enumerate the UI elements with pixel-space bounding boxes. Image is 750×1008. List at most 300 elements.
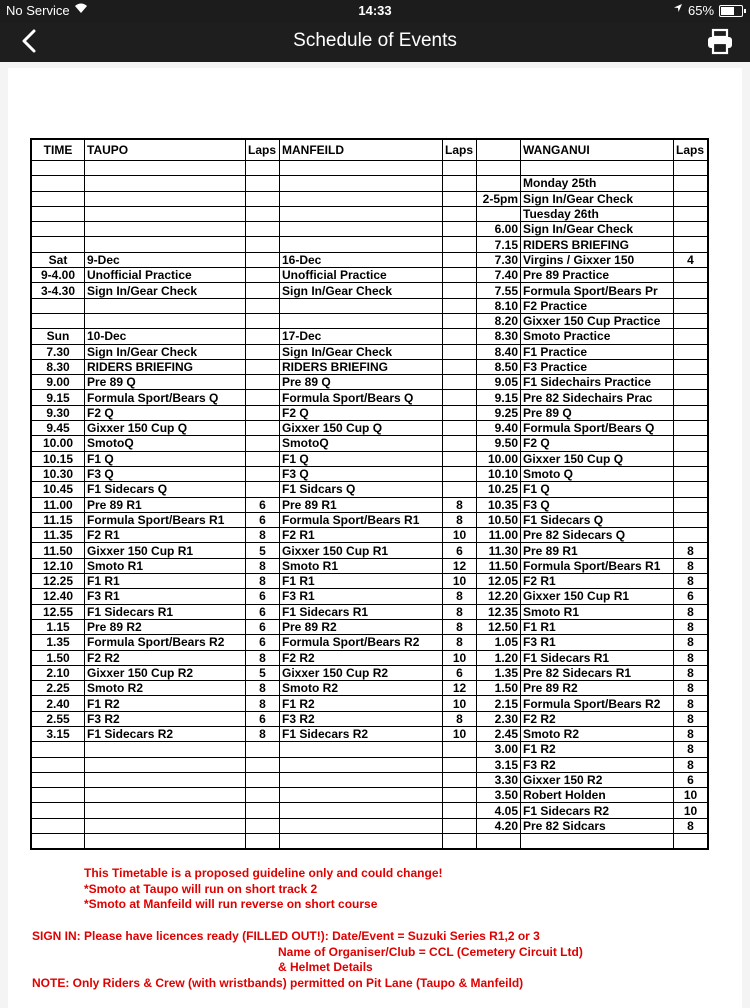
- cell-wanganui-time: 3.50: [477, 788, 521, 803]
- cell-wanganui-event: F3 Q: [521, 497, 674, 512]
- cell-wanganui-event: F2 R1: [521, 574, 674, 589]
- cell-taupo-event: Smoto R1: [85, 558, 246, 573]
- table-row: [31, 482, 708, 497]
- schedule-table: [30, 138, 709, 850]
- cell-wanganui-laps: [674, 161, 709, 176]
- table-row: [31, 558, 708, 573]
- cell-taupo-event: Formula Sport/Bears R2: [85, 635, 246, 650]
- cell-taupo-laps: 6: [246, 512, 280, 527]
- cell-manfeild-event: [280, 206, 443, 221]
- cell-wanganui-time: 10.35: [477, 497, 521, 512]
- cell-taupo-laps: [246, 268, 280, 283]
- cell-wanganui-laps: 8: [674, 543, 709, 558]
- cell-wanganui-time: 6.00: [477, 222, 521, 237]
- cell-taupo-laps: 6: [246, 589, 280, 604]
- cell-manfeild-laps: [443, 466, 477, 481]
- cell-taupo-laps: 8: [246, 574, 280, 589]
- cell-manfeild-event: F3 Q: [280, 466, 443, 481]
- cell-wanganui-time: 11.00: [477, 528, 521, 543]
- cell-manfeild-laps: [443, 268, 477, 283]
- cell-time: 10.15: [31, 451, 85, 466]
- cell-wanganui-laps: [674, 421, 709, 436]
- cell-wanganui-laps: [674, 436, 709, 451]
- cell-manfeild-event: [280, 788, 443, 803]
- table-row: [31, 161, 708, 176]
- cell-wanganui-laps: [674, 222, 709, 237]
- cell-wanganui-event: F1 Sidecars R2: [521, 803, 674, 818]
- cell-manfeild-laps: [443, 390, 477, 405]
- cell-wanganui-event: Sign In/Gear Check: [521, 191, 674, 206]
- cell-wanganui-event: F1 Sidecars R1: [521, 650, 674, 665]
- cell-taupo-event: Sign In/Gear Check: [85, 344, 246, 359]
- cell-wanganui-time: 9.50: [477, 436, 521, 451]
- cell-time: 3.15: [31, 726, 85, 741]
- cell-time: Sat: [31, 252, 85, 267]
- cell-wanganui-event: Gixxer 150 Cup R1: [521, 589, 674, 604]
- cell-wanganui-time: 2.15: [477, 696, 521, 711]
- cell-manfeild-laps: [443, 757, 477, 772]
- cell-time: 2.10: [31, 665, 85, 680]
- cell-taupo-event: F3 R2: [85, 711, 246, 726]
- cell-manfeild-laps: [443, 772, 477, 787]
- cell-wanganui-laps: 8: [674, 696, 709, 711]
- cell-wanganui-event: Pre 89 Q: [521, 405, 674, 420]
- cell-manfeild-event: [280, 298, 443, 313]
- header-taupo: TAUPO: [85, 139, 246, 161]
- cell-wanganui-laps: [674, 329, 709, 344]
- cell-wanganui-time: 9.25: [477, 405, 521, 420]
- header-wanganui: WANGANUI: [521, 139, 674, 161]
- cell-manfeild-laps: 10: [443, 528, 477, 543]
- cell-wanganui-laps: [674, 405, 709, 420]
- cell-time: [31, 298, 85, 313]
- cell-taupo-event: [85, 161, 246, 176]
- cell-wanganui-event: Formula Sport/Bears R2: [521, 696, 674, 711]
- cell-manfeild-laps: [443, 161, 477, 176]
- cell-manfeild-event: F2 R2: [280, 650, 443, 665]
- table-row: [31, 834, 708, 850]
- cell-manfeild-event: F1 Sidcars Q: [280, 482, 443, 497]
- cell-taupo-event: [85, 298, 246, 313]
- cell-taupo-laps: 5: [246, 665, 280, 680]
- cell-wanganui-time: 1.20: [477, 650, 521, 665]
- table-row: [31, 421, 708, 436]
- cell-manfeild-laps: [443, 482, 477, 497]
- cell-wanganui-event: Tuesday 26th: [521, 206, 674, 221]
- cell-time: 9-4.00: [31, 268, 85, 283]
- cell-taupo-laps: 5: [246, 543, 280, 558]
- cell-wanganui-time: 9.15: [477, 390, 521, 405]
- cell-time: 8.30: [31, 359, 85, 374]
- cell-wanganui-laps: 8: [674, 574, 709, 589]
- cell-time: [31, 757, 85, 772]
- cell-wanganui-time: 10.00: [477, 451, 521, 466]
- cell-wanganui-time: 1.50: [477, 681, 521, 696]
- cell-taupo-laps: [246, 206, 280, 221]
- cell-taupo-laps: 6: [246, 711, 280, 726]
- cell-wanganui-time: 8.20: [477, 313, 521, 328]
- cell-wanganui-laps: 10: [674, 803, 709, 818]
- cell-taupo-event: [85, 818, 246, 833]
- cell-wanganui-event: Gixxer 150 Cup Practice: [521, 313, 674, 328]
- cell-manfeild-event: F2 Q: [280, 405, 443, 420]
- cell-wanganui-laps: 8: [674, 818, 709, 833]
- cell-manfeild-laps: [443, 252, 477, 267]
- page-title: Schedule of Events: [293, 30, 457, 51]
- cell-taupo-laps: 8: [246, 528, 280, 543]
- location-arrow-icon: [673, 3, 683, 16]
- print-icon[interactable]: [705, 28, 735, 56]
- cell-manfeild-event: Formula Sport/Bears R2: [280, 635, 443, 650]
- cell-taupo-laps: [246, 436, 280, 451]
- cell-taupo-laps: [246, 451, 280, 466]
- cell-wanganui-event: Pre 82 Sidecars R1: [521, 665, 674, 680]
- nav-bar: [0, 22, 750, 62]
- cell-wanganui-laps: [674, 313, 709, 328]
- cell-manfeild-event: [280, 834, 443, 850]
- cell-wanganui-time: [477, 176, 521, 191]
- cell-time: 11.35: [31, 528, 85, 543]
- cell-wanganui-time: 12.05: [477, 574, 521, 589]
- cell-manfeild-event: [280, 191, 443, 206]
- cell-wanganui-laps: 8: [674, 635, 709, 650]
- cell-wanganui-time: 2-5pm: [477, 191, 521, 206]
- cell-time: 9.45: [31, 421, 85, 436]
- cell-manfeild-laps: [443, 421, 477, 436]
- cell-taupo-laps: [246, 375, 280, 390]
- cell-wanganui-laps: 8: [674, 558, 709, 573]
- cell-taupo-event: 10-Dec: [85, 329, 246, 344]
- cell-wanganui-laps: [674, 375, 709, 390]
- cell-manfeild-event: RIDERS BRIEFING: [280, 359, 443, 374]
- cell-wanganui-event: Formula Sport/Bears Pr: [521, 283, 674, 298]
- cell-wanganui-laps: 4: [674, 252, 709, 267]
- cell-manfeild-laps: [443, 788, 477, 803]
- cell-manfeild-event: Gixxer 150 Cup R1: [280, 543, 443, 558]
- cell-wanganui-event: Formula Sport/Bears R1: [521, 558, 674, 573]
- cell-taupo-laps: [246, 359, 280, 374]
- cell-taupo-laps: [246, 237, 280, 252]
- cell-taupo-event: Smoto R2: [85, 681, 246, 696]
- cell-taupo-laps: [246, 344, 280, 359]
- table-row: [31, 283, 708, 298]
- cell-wanganui-time: 12.20: [477, 589, 521, 604]
- table-row: [31, 604, 708, 619]
- cell-time: 10.45: [31, 482, 85, 497]
- cell-taupo-event: Formula Sport/Bears Q: [85, 390, 246, 405]
- cell-manfeild-laps: [443, 344, 477, 359]
- cell-time: [31, 742, 85, 757]
- cell-wanganui-laps: 6: [674, 589, 709, 604]
- cell-wanganui-event: Virgins / Gixxer 150: [521, 252, 674, 267]
- table-row: [31, 313, 708, 328]
- cell-wanganui-time: 12.35: [477, 604, 521, 619]
- cell-manfeild-event: [280, 818, 443, 833]
- cell-wanganui-time: 8.50: [477, 359, 521, 374]
- note-line: *Smoto at Manfeild will run reverse on short course: [84, 897, 378, 911]
- cell-manfeild-event: F1 Sidecars R1: [280, 604, 443, 619]
- table-row: [31, 359, 708, 374]
- cell-wanganui-time: 9.05: [477, 375, 521, 390]
- cell-wanganui-laps: [674, 283, 709, 298]
- cell-wanganui-event: F3 R2: [521, 757, 674, 772]
- cell-manfeild-laps: [443, 283, 477, 298]
- carrier-label: No Service: [6, 3, 70, 18]
- cell-time: [31, 176, 85, 191]
- cell-time: [31, 206, 85, 221]
- cell-manfeild-event: F1 Q: [280, 451, 443, 466]
- table-row: [31, 635, 708, 650]
- cell-time: 12.40: [31, 589, 85, 604]
- cell-wanganui-event: F2 Practice: [521, 298, 674, 313]
- cell-manfeild-laps: 10: [443, 696, 477, 711]
- cell-manfeild-laps: [443, 237, 477, 252]
- table-row: [31, 329, 708, 344]
- cell-manfeild-event: Sign In/Gear Check: [280, 344, 443, 359]
- cell-manfeild-event: F2 R1: [280, 528, 443, 543]
- cell-time: [31, 803, 85, 818]
- table-row: [31, 711, 708, 726]
- table-row: [31, 390, 708, 405]
- cell-taupo-event: [85, 757, 246, 772]
- cell-taupo-event: Pre 89 R1: [85, 497, 246, 512]
- cell-wanganui-laps: [674, 298, 709, 313]
- cell-manfeild-event: Pre 89 R1: [280, 497, 443, 512]
- cell-taupo-laps: [246, 298, 280, 313]
- table-row: [31, 772, 708, 787]
- cell-taupo-laps: [246, 803, 280, 818]
- cell-manfeild-laps: [443, 176, 477, 191]
- cell-wanganui-laps: 10: [674, 788, 709, 803]
- cell-time: 9.30: [31, 405, 85, 420]
- cell-wanganui-laps: 8: [674, 604, 709, 619]
- table-row: [31, 222, 708, 237]
- cell-taupo-laps: 6: [246, 635, 280, 650]
- cell-wanganui-event: Pre 89 R2: [521, 681, 674, 696]
- table-row: [31, 176, 708, 191]
- table-row: [31, 436, 708, 451]
- cell-taupo-laps: [246, 772, 280, 787]
- cell-taupo-laps: 6: [246, 619, 280, 634]
- cell-time: 10.30: [31, 466, 85, 481]
- cell-manfeild-laps: [443, 359, 477, 374]
- cell-wanganui-event: F2 R2: [521, 711, 674, 726]
- cell-taupo-event: [85, 222, 246, 237]
- cell-wanganui-laps: [674, 268, 709, 283]
- cell-manfeild-laps: [443, 405, 477, 420]
- cell-wanganui-time: 2.45: [477, 726, 521, 741]
- cell-wanganui-time: 7.40: [477, 268, 521, 283]
- cell-manfeild-event: Smoto R2: [280, 681, 443, 696]
- table-row: [31, 726, 708, 741]
- cell-taupo-laps: [246, 466, 280, 481]
- table-row: [31, 268, 708, 283]
- cell-manfeild-event: 17-Dec: [280, 329, 443, 344]
- cell-wanganui-event: F1 Sidechairs Practice: [521, 375, 674, 390]
- cell-time: 9.00: [31, 375, 85, 390]
- cell-wanganui-laps: [674, 176, 709, 191]
- cell-wanganui-laps: 8: [674, 650, 709, 665]
- cell-wanganui-event: F1 Practice: [521, 344, 674, 359]
- table-row: [31, 344, 708, 359]
- battery-icon: [719, 5, 743, 17]
- cell-manfeild-event: F1 R2: [280, 696, 443, 711]
- cell-manfeild-laps: [443, 436, 477, 451]
- cell-taupo-event: [85, 206, 246, 221]
- cell-time: 1.15: [31, 619, 85, 634]
- cell-taupo-laps: [246, 757, 280, 772]
- note-line: *Smoto at Taupo will run on short track 2: [84, 881, 318, 896]
- cell-manfeild-event: SmotoQ: [280, 436, 443, 451]
- cell-manfeild-event: [280, 772, 443, 787]
- cell-wanganui-laps: [674, 512, 709, 527]
- cell-taupo-event: F3 R1: [85, 589, 246, 604]
- signin-line: Name of Organiser/Club = CCL (Cemetery Circuit Ltd): [278, 944, 583, 959]
- cell-manfeild-laps: 8: [443, 711, 477, 726]
- table-row: [31, 788, 708, 803]
- cell-manfeild-event: [280, 237, 443, 252]
- cell-time: 3-4.30: [31, 283, 85, 298]
- signin-line: & Helmet Details: [278, 960, 373, 974]
- cell-wanganui-event: RIDERS BRIEFING: [521, 237, 674, 252]
- cell-wanganui-time: 7.55: [477, 283, 521, 298]
- note-line: This Timetable is a proposed guideline only and could change!: [84, 866, 443, 880]
- cell-taupo-laps: 8: [246, 650, 280, 665]
- cell-wanganui-event: F3 Practice: [521, 359, 674, 374]
- cell-manfeild-laps: 8: [443, 635, 477, 650]
- cell-wanganui-laps: [674, 497, 709, 512]
- cell-manfeild-event: F1 Sidecars R2: [280, 726, 443, 741]
- cell-manfeild-event: Unofficial Practice: [280, 268, 443, 283]
- cell-manfeild-laps: [443, 313, 477, 328]
- cell-time: [31, 834, 85, 850]
- cell-taupo-event: Sign In/Gear Check: [85, 283, 246, 298]
- cell-wanganui-event: F1 R2: [521, 742, 674, 757]
- cell-manfeild-laps: [443, 742, 477, 757]
- cell-time: [31, 191, 85, 206]
- cell-manfeild-laps: [443, 834, 477, 850]
- cell-taupo-laps: 6: [246, 604, 280, 619]
- cell-wanganui-event: F1 Sidecars Q: [521, 512, 674, 527]
- cell-manfeild-event: Pre 89 R2: [280, 619, 443, 634]
- cell-taupo-event: F1 Sidecars R1: [85, 604, 246, 619]
- cell-taupo-laps: 8: [246, 558, 280, 573]
- cell-taupo-laps: [246, 405, 280, 420]
- cell-time: 9.15: [31, 390, 85, 405]
- header-laps: Laps: [674, 139, 709, 161]
- cell-manfeild-laps: [443, 329, 477, 344]
- cell-wanganui-time: 12.50: [477, 619, 521, 634]
- cell-wanganui-time: 8.40: [477, 344, 521, 359]
- cell-taupo-laps: [246, 818, 280, 833]
- cell-wanganui-laps: [674, 466, 709, 481]
- cell-wanganui-event: Smoto Practice: [521, 329, 674, 344]
- signin-notes: [32, 929, 583, 991]
- table-row: [31, 206, 708, 221]
- cell-manfeild-event: [280, 757, 443, 772]
- table-row: [31, 451, 708, 466]
- cell-wanganui-time: 11.30: [477, 543, 521, 558]
- table-row: [31, 528, 708, 543]
- cell-taupo-event: F1 Sidecars Q: [85, 482, 246, 497]
- cell-taupo-laps: [246, 313, 280, 328]
- cell-manfeild-event: Formula Sport/Bears Q: [280, 390, 443, 405]
- status-bar: [0, 0, 750, 22]
- cell-wanganui-time: 8.30: [477, 329, 521, 344]
- cell-taupo-laps: [246, 283, 280, 298]
- cell-taupo-laps: [246, 390, 280, 405]
- cell-time: [31, 161, 85, 176]
- cell-wanganui-time: 3.30: [477, 772, 521, 787]
- cell-wanganui-time: 3.15: [477, 757, 521, 772]
- cell-taupo-event: Pre 89 Q: [85, 375, 246, 390]
- cell-wanganui-laps: [674, 390, 709, 405]
- cell-taupo-laps: 6: [246, 497, 280, 512]
- cell-taupo-event: [85, 788, 246, 803]
- cell-time: 11.00: [31, 497, 85, 512]
- cell-taupo-event: [85, 772, 246, 787]
- cell-manfeild-laps: [443, 222, 477, 237]
- cell-time: 11.15: [31, 512, 85, 527]
- table-row: [31, 803, 708, 818]
- cell-wanganui-time: 4.20: [477, 818, 521, 833]
- cell-wanganui-laps: [674, 344, 709, 359]
- cell-time: 1.35: [31, 635, 85, 650]
- cell-wanganui-laps: [674, 206, 709, 221]
- cell-manfeild-event: Gixxer 150 Cup Q: [280, 421, 443, 436]
- cell-manfeild-laps: 12: [443, 681, 477, 696]
- cell-manfeild-event: F3 R2: [280, 711, 443, 726]
- cell-manfeild-laps: 6: [443, 543, 477, 558]
- cell-wanganui-laps: 6: [674, 772, 709, 787]
- cell-manfeild-laps: 8: [443, 619, 477, 634]
- cell-wanganui-time: 8.10: [477, 298, 521, 313]
- table-row: [31, 650, 708, 665]
- cell-wanganui-laps: [674, 237, 709, 252]
- table-row: [31, 191, 708, 206]
- cell-manfeild-laps: 8: [443, 589, 477, 604]
- cell-wanganui-laps: 8: [674, 711, 709, 726]
- cell-taupo-event: [85, 803, 246, 818]
- cell-taupo-event: [85, 176, 246, 191]
- cell-taupo-laps: [246, 252, 280, 267]
- table-row: [31, 405, 708, 420]
- cell-time: 10.00: [31, 436, 85, 451]
- cell-manfeild-laps: [443, 818, 477, 833]
- cell-taupo-event: Gixxer 150 Cup Q: [85, 421, 246, 436]
- table-row: [31, 742, 708, 757]
- table-row: [31, 298, 708, 313]
- cell-wanganui-event: Gixxer 150 Cup Q: [521, 451, 674, 466]
- cell-wanganui-event: Gixxer 150 R2: [521, 772, 674, 787]
- cell-taupo-laps: 8: [246, 726, 280, 741]
- cell-wanganui-time: 7.30: [477, 252, 521, 267]
- cell-time: [31, 222, 85, 237]
- table-row: [31, 543, 708, 558]
- table-row: [31, 512, 708, 527]
- cell-manfeild-event: F3 R1: [280, 589, 443, 604]
- table-row: [31, 375, 708, 390]
- cell-wanganui-event: Smoto R1: [521, 604, 674, 619]
- cell-manfeild-laps: [443, 451, 477, 466]
- cell-taupo-event: F1 R2: [85, 696, 246, 711]
- cell-taupo-laps: [246, 161, 280, 176]
- cell-time: 2.25: [31, 681, 85, 696]
- cell-manfeild-event: F1 R1: [280, 574, 443, 589]
- cell-manfeild-event: [280, 176, 443, 191]
- cell-manfeild-laps: 8: [443, 497, 477, 512]
- cell-taupo-laps: [246, 222, 280, 237]
